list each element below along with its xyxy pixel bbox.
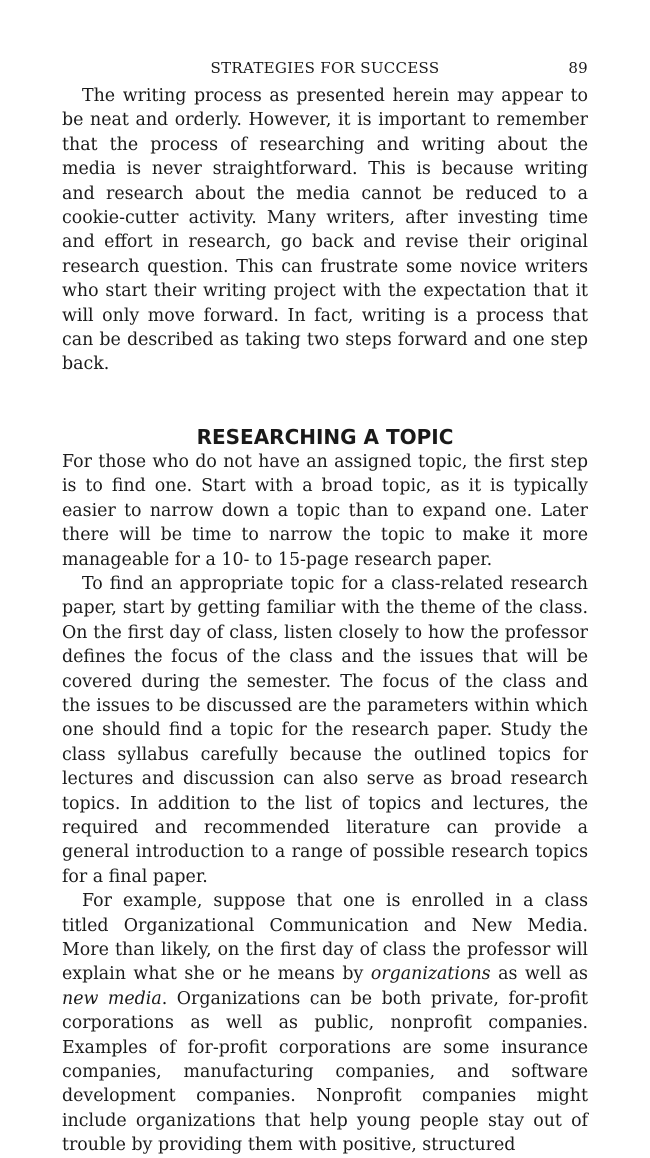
body-text (62, 84, 588, 1158)
running-head (62, 56, 588, 84)
page-number: 89 (568, 59, 588, 77)
book-page (62, 56, 588, 1158)
running-title: STRATEGIES FOR SUCCESS (210, 59, 440, 77)
paragraph-text: as well as (490, 964, 588, 985)
paragraph-intro: The writing process as presented herein may appear to be neat and orderly. However, it is important to remember that the process of researching and writing about the media is never straightforward. This is because writing and research about the media cannot be reduced to a cookie-cutter activity. Many writers, after investing time and effort in research, go back and revise their original research question. This can frustrate some novice writers who start their writing project with the expectation that it will only move forward. In fact, writing is a process that can be described as taking two steps forward and one step back. (62, 86, 588, 375)
italic-term-new-media: new media (62, 988, 162, 1009)
italic-term-organizations: organizations (370, 964, 491, 985)
paragraph-topic-3 (62, 889, 588, 1157)
paragraph-topic-1: For those who do not have an assigned topic, the first step is to find one. Start with a broad topic, as it is typically easier to narrow down a topic than to expand one. Later there will be time to narrow the topic to make it more manageable for a 10- to 15-page research paper. (62, 451, 588, 570)
paragraph-text: For example, suppose that one is enrolled in a class titled Organizational Communication and New Media. More than likely, on the first day of class the professor will explain what she or he means by (62, 891, 588, 985)
paragraph-topic-2: To find an appropriate topic for a class-related research paper, start by getting familiar with the theme of the class. On the first day of class, listen closely to how the professor defines the focus of the class and the issues that will be covered during the semester. The focus of the class and the issues to be discussed are the parameters within which one should find a topic for the research paper. Study the class syllabus carefully because the outlined topics for lectures and discussion can also serve as broad research topics. In addition to the list of topics and lectures, the required and recommended literature can provide a general introduction to a range of possible research topics for a final paper. (62, 573, 588, 887)
paragraph-text: . Organizations can be both private, for-profit corporations as well as public, nonprofit companies. Examples of for-profit corporations are some insurance companies, manufacturing companies, and software development companies. Nonprofit companies might include organizations that help young people stay out of trouble by providing them with positive, structured (62, 988, 588, 1156)
section-heading: RESEARCHING A TOPIC (196, 424, 454, 449)
